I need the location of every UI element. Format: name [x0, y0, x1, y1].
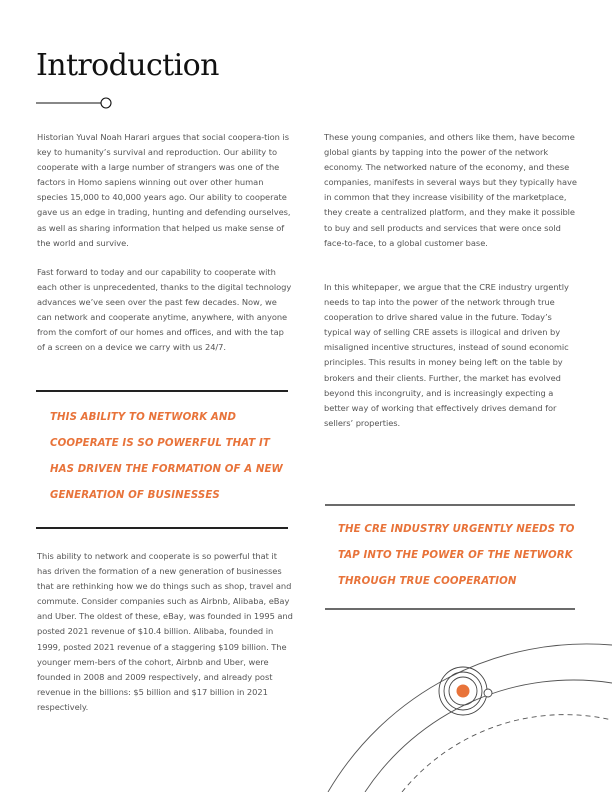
pullquote-left — [50, 405, 283, 509]
pullquote-line: THE CRE INDUSTRY URGENTLY NEEDS TO — [338, 524, 575, 535]
pullquote-line: GENERATION OF BUSINESSES — [50, 490, 220, 501]
pullquote-top-divider — [36, 390, 288, 392]
intro-paragraph-3: This ability to network and cooperate is so powerful that it has driven the formation of a new generation of businesses that are rethinking how we do things such as shop, travel and commute. Consider companies such as Airbnb, Alibaba, eBay and Uber. The oldest of these, eBay, was founded in 1995 and posted 2021 revenue of $10.4 billion. Alibaba, founded in 1999, posted 2021 revenue of a staggering $109 billion. The younger mem-bers of the cohort, Airbnb and Uber, were founded in 2008 and 2009 respectively, and already post revenue in the billions: $5 billion and $17 billion in 2021 respectively. — [37, 551, 293, 712]
target-rings — [439, 667, 492, 715]
network-orbit-icon — [320, 620, 612, 792]
pullquote-line: THIS ABILITY TO NETWORK AND — [50, 412, 237, 423]
intro-paragraph-4: These young companies, and others like them, have become global giants by tapping into the power of the network economy. The networked nature of the economy, and these companies, manifests in several ways but they typically have in common that they increase visibility of the marketplace, they create a centralized platform, and they make it possible to buy and sell products and services that were once sold face-to-face, to a global customer base. — [324, 132, 577, 248]
pullquote-line: TAP INTO THE POWER OF THE NETWORK — [338, 550, 573, 561]
intro-paragraph-5: In this whitepaper, we argue that the CRE industry urgently needs to tap into the power of the network through true cooperation to drive shared value in the future. Today’s typical way of selling CRE assets is illogical and driven by misaligned incentive structures, instead of sound economic principles. This results in money being left on the table by brokers and their clients. Further, the market has evolved beyond this incongruity, and is increasingly expecting a better way of working that effectively drives demand for sellers’ properties. — [324, 282, 569, 428]
pullquote-line: THROUGH TRUE COOPERATION — [338, 576, 517, 587]
intro-paragraph-1: Historian Yuval Noah Harari argues that social coopera-tion is key to humanity’s survival and reproduction. Our ability to cooperate with a large number of strangers was one of the factors in Homo sapiens winning out over other human species 15,000 to 40,000 years ago. Our ability to cooperate gave us an edge in trading, hunting and defending ourselves, as well as sharing information that helped us make sense of the world and survive. — [37, 132, 291, 248]
pullquote-right — [338, 517, 575, 595]
pullquote-top-divider — [325, 504, 575, 506]
intro-paragraph-2: Fast forward to today and our capability to cooperate with each other is unprecedented, thanks to the digital technology advances we’ve seen over the past few decades. Now, we can network and cooperate anytime, anywhere, with anyone from the comfort of our homes and offices, and with the tap of a screen on a device we carry with us 24/7. — [37, 267, 292, 353]
pullquote-bottom-divider — [36, 527, 288, 529]
page-title: Introduction — [36, 48, 219, 83]
pullquote-line: HAS DRIVEN THE FORMATION OF A NEW — [50, 464, 283, 475]
title-underline-circle-icon — [36, 96, 114, 110]
pullquote-bottom-divider — [325, 608, 575, 610]
pullquote-line: COOPERATE IS SO POWERFUL THAT IT — [50, 438, 270, 449]
